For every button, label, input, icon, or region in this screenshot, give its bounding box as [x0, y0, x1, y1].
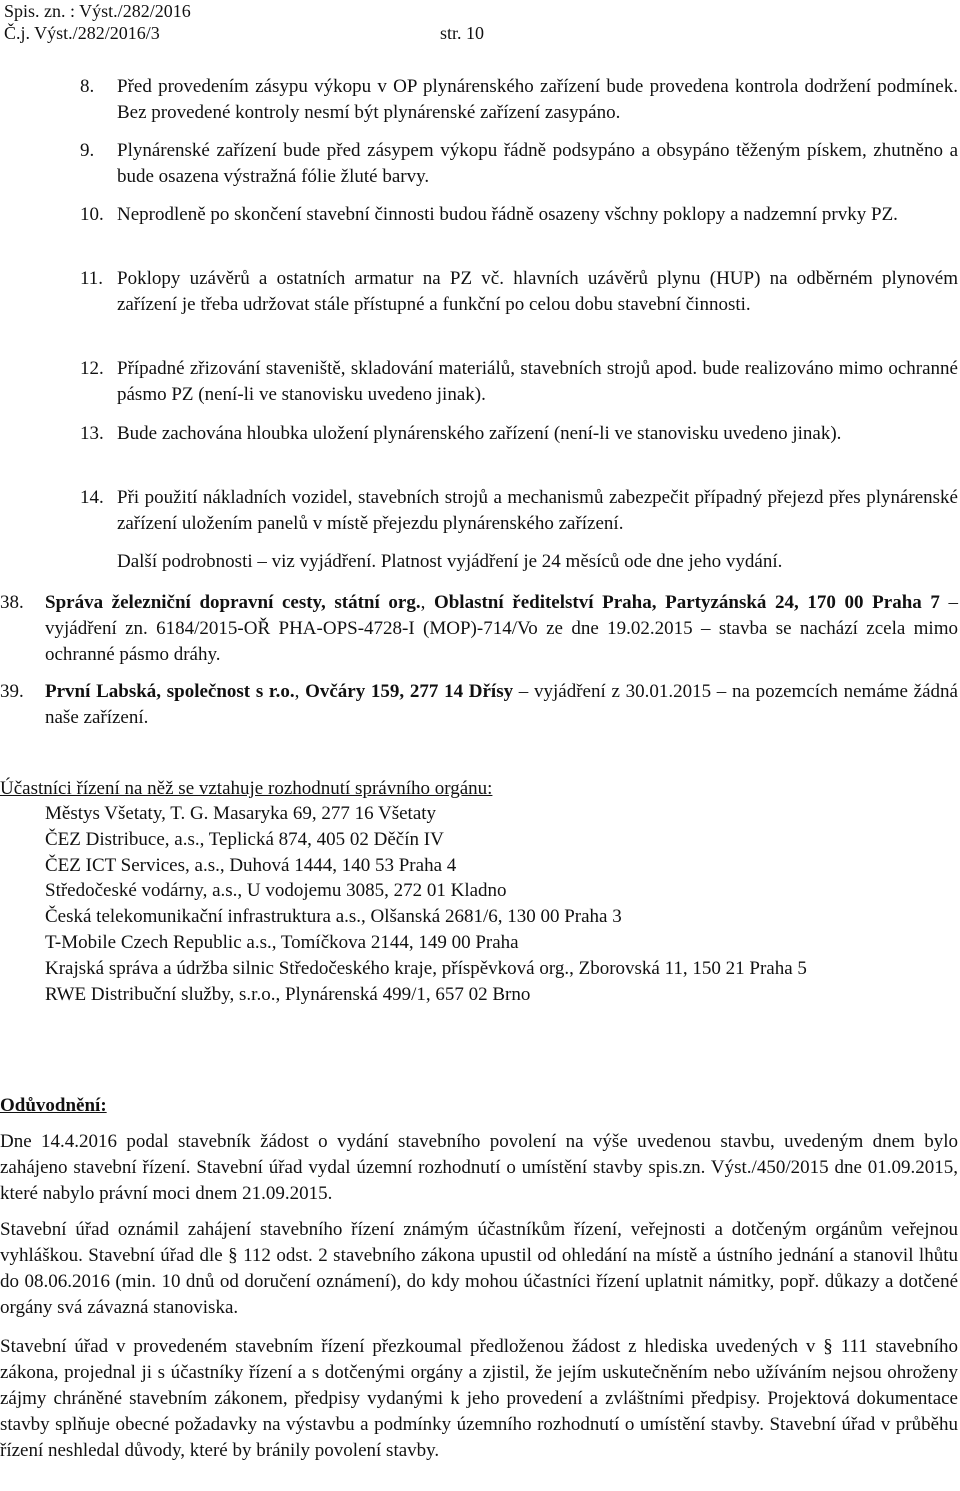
participant: Městys Všetaty, T. G. Masaryka 69, 277 16 Všetaty: [45, 803, 437, 824]
reasoning-paragraph: Stavební úřad oznámil zahájení stavebního řízení známým účastníkům řízení, veřejnosti a dotčeným orgánům veřejnou vyhláškou. Stavební úřad dle § 112 odst. 2 stavebního zákona upustil od ohledání na místě a ústního jednání a stanovil lhůtu do 08.06.2016 (min. 10 dnů od doručení oznámení), do kdy mohou účastníci řízení uplatnit námitky, popř. důkazy a dotčené orgány svá závazná stanoviska.: [0, 1219, 958, 1318]
participant: Česká telekomunikační infrastruktura a.s., Olšanská 2681/6, 130 00 Praha 3: [45, 906, 622, 928]
item-address: Ovčáry 159, 277 14 Dřísy: [305, 681, 514, 702]
page-number: str. 10: [440, 23, 485, 43]
item-name: První Labská, společnost s r.o.: [45, 681, 295, 702]
condition-text: Poklopy uzávěrů a ostatních armatur na PZ vč. hlavních uzávěrů plynu (HUP) na odběrném plynovém zařízení je třeba udržovat stále přístupné a funkční po celou dobu stavební činnosti.: [117, 268, 958, 315]
condition-text: Bude zachována hloubka uložení plynárenského zařízení (není-li ve stanovisku uvedeno jinak).: [117, 423, 842, 444]
item-39: [0, 679, 958, 731]
participants-heading: Účastníci řízení na něž se vztahuje rozhodnutí správního orgánu:: [0, 778, 493, 799]
condition-number: 14.: [80, 487, 104, 508]
condition-number: 8.: [80, 76, 95, 97]
condition-text: Při použití nákladních vozidel, stavebních strojů a mechanismů zabezpečit případný přejezd přes plynárenské zařízení uložením panelů v místě přejezdu plynárenského zařízení.: [117, 487, 958, 534]
file-number: Spis. zn. : Výst./282/2016: [4, 1, 191, 21]
condition-8: [80, 74, 958, 126]
reasoning-heading: Odůvodnění:: [0, 1095, 107, 1116]
participant: Krajská správa a údržba silnic Středočeského kraje, příspěvková org., Zborovská 11, 150 21 Praha 5: [45, 957, 807, 979]
item-statement: – vyjádření zn. 6184/2015-OŘ PHA-OPS-4728-I (MOP)-714/Vo ze dne 19.02.2015 – stavba se nachází zcela mimo ochranné pásmo dráhy.: [45, 592, 959, 665]
item-text: Správa železniční dopravní cesty, státní org., Oblastní ředitelství Praha, Partyzánská 24, 170 00 Praha 7 – vyjádření zn. 6184/2015-OŘ PHA-OPS-4728-I (MOP)-714/Vo ze dne 19.02.2015 – stavba se nachází zcela mimo ochranné pásmo dráhy.: [45, 592, 959, 665]
item-number: 39.: [0, 681, 24, 702]
item-38: [0, 590, 958, 668]
condition-10: [80, 202, 958, 228]
page-header: [4, 0, 485, 44]
condition-text: Plynárenské zařízení bude před zásypem výkopu řádně podsypáno a obsypáno těženým pískem, zhutněno a bude osazena výstražná fólie žluté barvy.: [117, 140, 958, 187]
condition-13: [80, 421, 958, 447]
condition-number: 13.: [80, 423, 104, 444]
participant: ČEZ Distribuce, a.s., Teplická 874, 405 02 Děčín IV: [45, 828, 444, 850]
condition-number: 11.: [80, 268, 104, 289]
condition-text: Před provedením zásypu výkopu v OP plynárenského zařízení bude provedena kontrola dodržení podmínek. Bez provedené kontroly nesmí být plynárenské zařízení zasypáno.: [117, 76, 958, 123]
condition-number: 9.: [80, 140, 95, 161]
condition-number: 10.: [80, 204, 104, 225]
item-statement: – vyjádření z 30.01.2015 – na pozemcích nemáme žádná naše zařízení.: [45, 681, 958, 728]
participant: ČEZ ICT Services, a.s., Duhová 1444, 140 53 Praha 4: [45, 854, 457, 876]
condition-text: Neprodleně po skončení stavební činnosti budou řádně osazeny všchny poklopy a nadzemní prvky PZ.: [117, 204, 898, 225]
reasoning-paragraph: Stavební úřad v provedeném stavebním řízení přezkoumal předloženou žádost z hlediska uvedených v § 111 stavebního zákona, projednal ji s účastníky řízení a s dotčenými orgány a zjistil, že jejím uskutečněním nebo užíváním nejsou ohroženy zájmy chráněné stavebním zákonem, předpisy vydanými k jeho provedení a zvláštními předpisy. Projektová dokumentace stavby splňuje obecné požadavky na výstavbu a podmínky územního rozhodnutí o umístění stavby. Stavební úřad v průběhu řízení neshledal důvody, které by bránily povolení stavby.: [0, 1336, 958, 1461]
condition-9: [80, 138, 958, 190]
condition-14: [80, 485, 958, 537]
reasoning-paragraph: Dne 14.4.2016 podal stavebník žádost o vydání stavebního povolení na výše uvedenou stavbu, uvedeným dnem bylo zahájeno stavební řízení. Stavební úřad vydal územní rozhodnutí o umístění stavby spis.zn. Výst./450/2015 dne 01.09.2015, které nabylo právní moci dnem 21.09.2015.: [0, 1131, 958, 1204]
participant: Středočeské vodárny, a.s., U vodojemu 3085, 272 01 Kladno: [45, 880, 507, 902]
condition-text: Případné zřizování staveniště, skladování materiálů, stavebních strojů apod. bude realizováno mimo ochranné pásmo PZ (není-li ve stanovisku uvedeno jinak).: [117, 358, 958, 405]
item-address: Oblastní ředitelství Praha, Partyzánská 24, 170 00 Praha 7: [433, 592, 940, 613]
participants-list: [45, 801, 807, 1007]
condition-12: [80, 356, 958, 408]
item-text: První Labská, společnost s r.o., Ovčáry 159, 277 14 Dřísy – vyjádření z 30.01.2015 – na pozemcích nemáme žádná naše zařízení.: [45, 681, 958, 728]
participant: T-Mobile Czech Republic a.s., Tomíčkova 2144, 149 00 Praha: [45, 931, 519, 953]
condition-11: [80, 266, 958, 318]
reference-number: Č.j. Výst./282/2016/3: [4, 23, 160, 43]
condition-number: 12.: [80, 358, 104, 379]
item-number: 38.: [0, 592, 24, 613]
item-name: Správa železniční dopravní cesty, státní org.: [45, 592, 421, 613]
more-info: Další podrobnosti – viz vyjádření. Platnost vyjádření je 24 měsíců ode dne jeho vydání.: [117, 551, 783, 572]
participant: RWE Distribuční služby, s.r.o., Plynárenská 499/1, 657 02 Brno: [45, 983, 531, 1005]
